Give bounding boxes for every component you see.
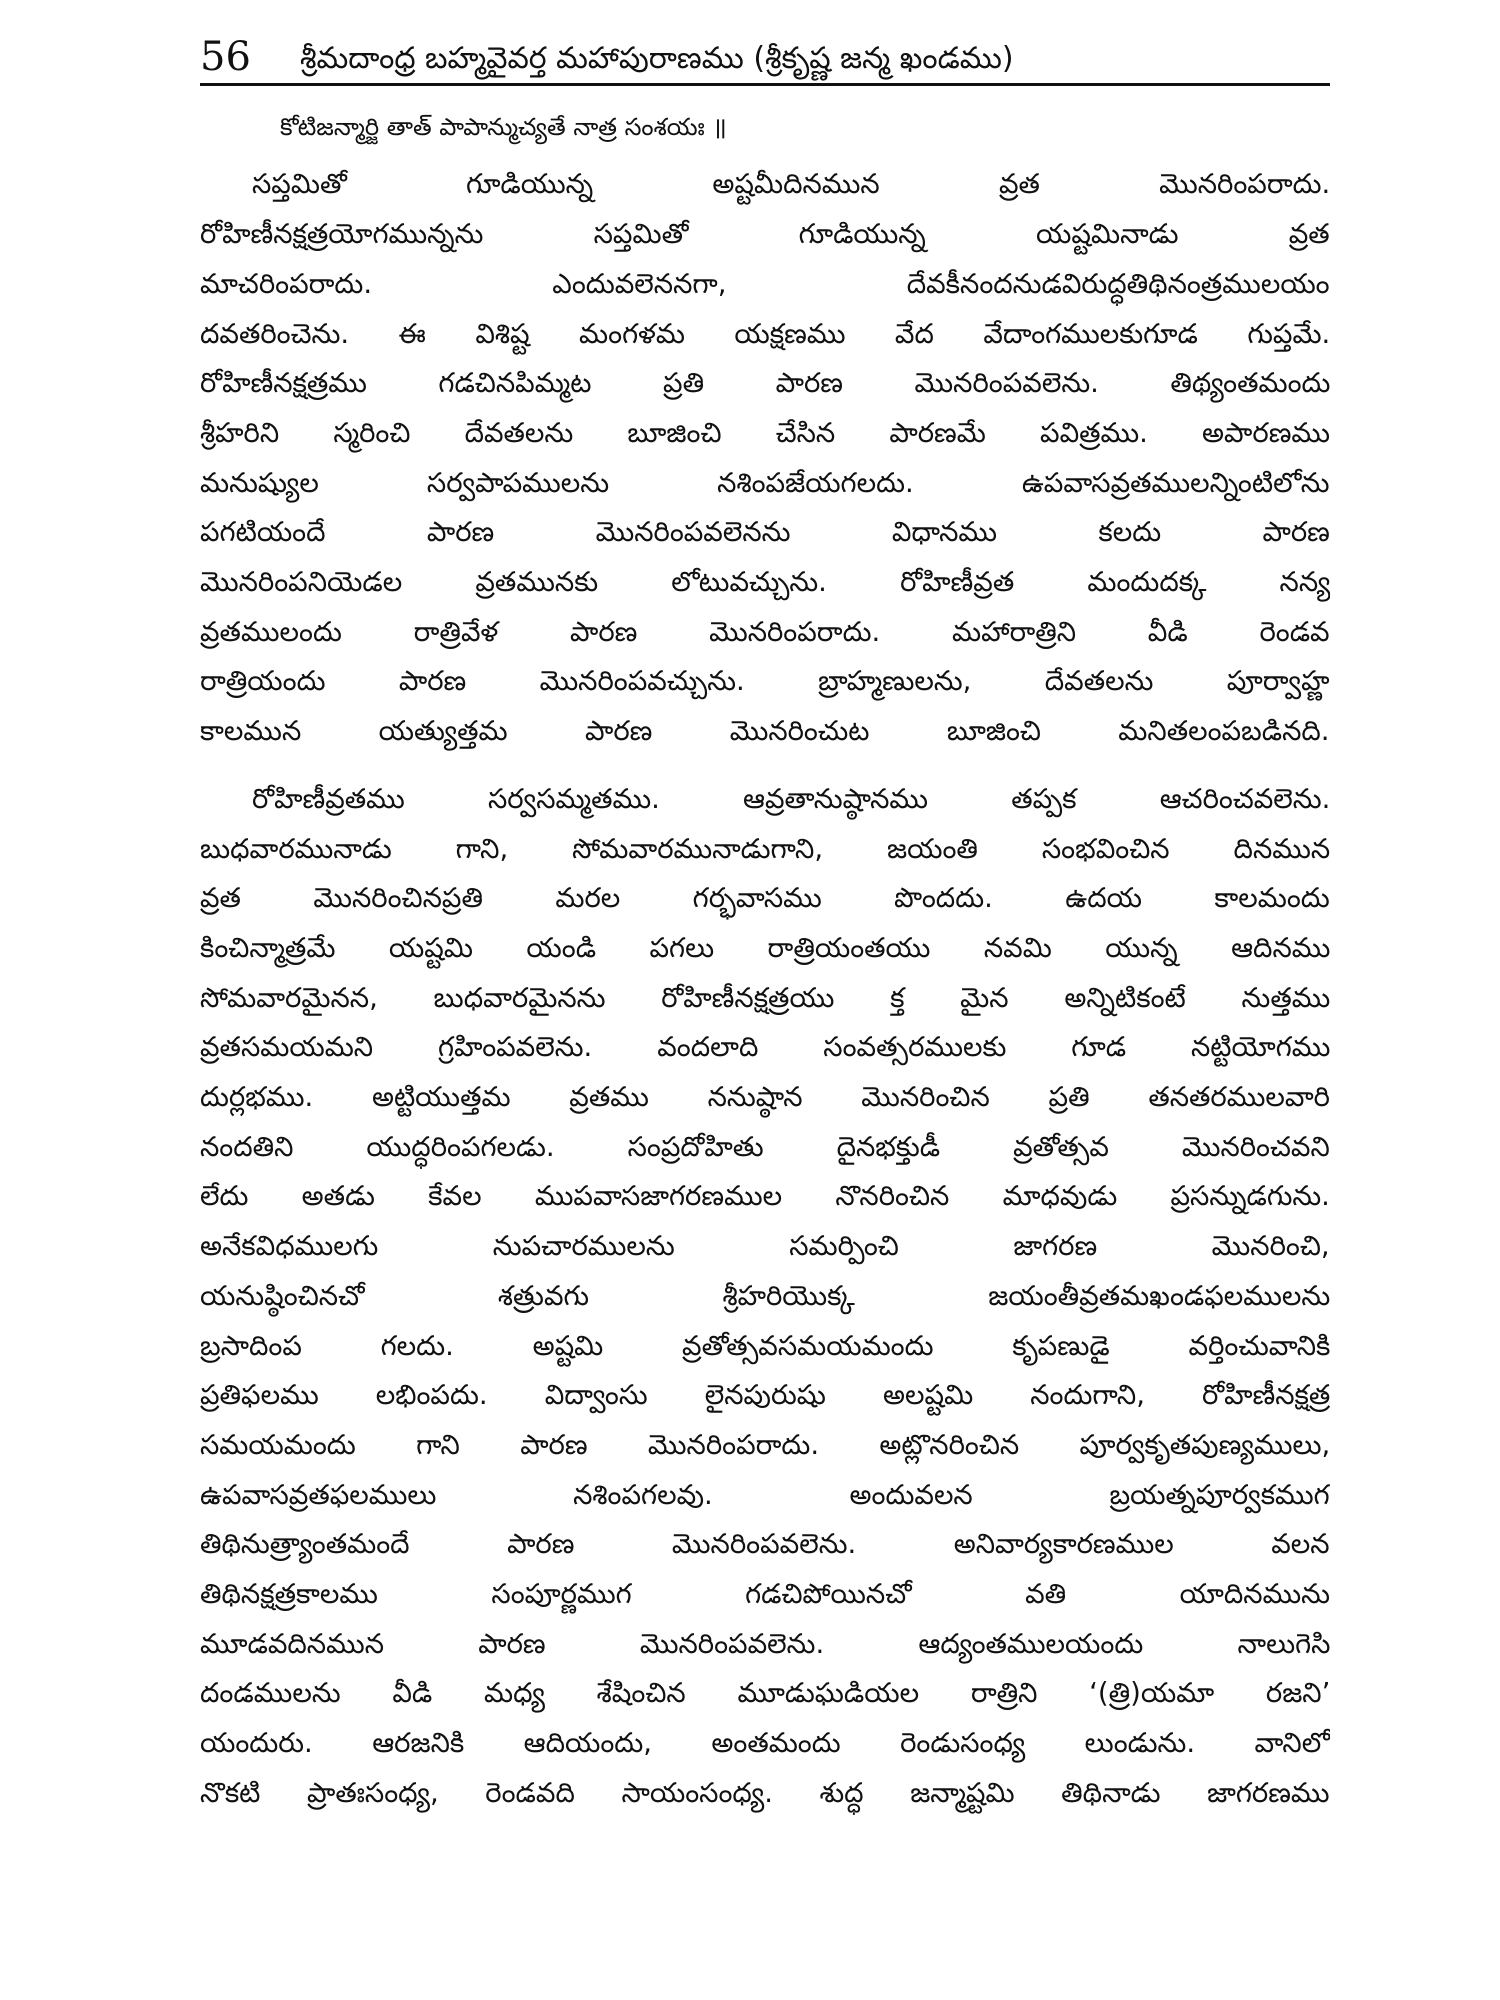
text-line: ప్రతిఫలము లభింపదు. విద్వాంసు లైనపురుషు అలష్టమి నందుగాని, రోహిణీనక్షత్ర [200,1379,1330,1412]
text-line: మూడవదినమున పారణ మొనరింపవలెను. ఆద్యంతములయందు నాలుగెసి [200,1627,1330,1660]
text-line: శ్రీహరిని స్మరించి దేవతలను బూజించి చేసిన పారణమే పవిత్రము. అపారణము [200,416,1330,449]
text-line: వ్రతసమయమని గ్రహింపవలెను. వందలాది సంవత్సరములకు గూడ నట్టియోగము [200,1031,1330,1064]
text-line: వ్రత మొనరించినప్రతి మరల గర్భవాసము పొందదు. ఉదయ కాలమందు [200,882,1330,915]
text-line: బ్రసాదింప గలదు. అష్టమి వ్రతోత్సవసమయమందు కృపణుడై వర్తించువానికి [200,1329,1330,1362]
text-line: పగటియందే పారణ మొనరింపవలెనను విధానము కలదు పారణ [200,516,1330,549]
page-header [200,25,1330,86]
text-line: సమయమందు గాని పారణ మొనరింపరాదు. అట్లొనరించిన పూర్వకృతపుణ్యములు, [200,1428,1330,1461]
text-line: దండములను వీడి మధ్య శేషించిన మూడుఘడియల రాత్రిని ‘(త్రి)యమా రజని’ [200,1677,1330,1710]
text-line: తిథినుత్ర్యాంతమందే పారణ మొనరింపవలెను. అనివార్యకారణముల వలన [200,1528,1330,1561]
text-line: నొకటి ప్రాతఃసంధ్య, రెండవది సాయంసంధ్య. శుద్ధ జన్మాష్టమి తిథినాడు జాగరణము [200,1776,1330,1809]
text-line: లేదు అతడు కేవల ముపవాసజాగరణముల నొనరించిన మాధవుడు ప్రసన్నుడగును. [200,1180,1330,1213]
text-line: రోహిణీవ్రతము సర్వసమ్మతము. ఆవ్రతానుష్ఠానము తప్పక ఆచరించవలెను. [252,782,1330,815]
text-line: తిథినక్షత్రకాలము సంపూర్ణముగ గడచిపోయినచో వతి యాదినమును [200,1578,1330,1611]
text-line: సప్తమితో గూడియున్న అష్టమీదినమున వ్రత మొనరింపరాదు. [252,168,1330,201]
body-text [200,160,1330,1818]
text-line: కించిన్మాత్రమే యష్టమి యండి పగలు రాత్రియంతయు నవమి యున్న ఆదినము [200,931,1330,964]
paragraph [200,160,1330,756]
text-line: రోహిణీనక్షత్రయోగమున్నను సప్తమితో గూడియున్న యష్టమినాడు వ్రత [200,218,1330,251]
text-line: మాచరింపరాదు. ఎందువలెననగా, దేవకీనందనుడవిరుద్ధతిథినంత్రములయం [200,267,1330,300]
text-line: అనేకవిధములగు నుపచారములను సమర్పించి జాగరణ మొనరించి, [200,1230,1330,1263]
text-line: దవతరించెను. ఈ విశిష్ట మంగళమ యక్షణము వేద వేదాంగములకుగూడ గుప్తమే. [200,317,1330,350]
text-line: రాత్రియందు పారణ మొనరింపవచ్చును. బ్రాహ్మణులను, దేవతలను పూర్వాహ్ణ [200,665,1330,698]
paragraph [200,775,1330,1819]
text-line: మనుష్యుల సర్వపాపములను నశింపజేయగలదు. ఉపవాసవ్రతములన్నింటిలోను [200,466,1330,499]
text-line: మొనరింపనియెడల వ్రతమునకు లోటువచ్చును. రోహిణీవ్రత మందుదక్క నన్య [200,566,1330,599]
text-line: రోహిణీనక్షత్రము గడచినపిమ్మట ప్రతి పారణ మొనరింపవలెను. తిథ్యంతమందు [200,367,1330,400]
text-line: బుధవారమునాడు గాని, సోమవారమునాడుగాని, జయంతి సంభవించిన దినమున [200,832,1330,865]
text-line: యనుష్ఠించినచో శత్రువగు శ్రీహరియొక్క జయంతీవ్రతమఖండఫలములను [200,1279,1330,1312]
text-line: ఉపవాసవ్రతఫలములు నశింపగలవు. అందువలన బ్రయత్నపూర్వకముగ [200,1478,1330,1511]
book-page [200,25,1330,1975]
text-line: కాలమున యత్యుత్తమ పారణ మొనరించుట బూజించి మనితలంపబడినది. [200,715,1330,748]
text-line: నందతిని యుద్ధరింపగలడు. సంప్రదోహితు దైనభక్తుడీ వ్రతోత్సవ మొనరించవని [200,1130,1330,1163]
text-line: సోమవారమైనన, బుధవారమైనను రోహిణీనక్షత్రయు క్త మైన అన్నిటికంటే నుత్తము [200,981,1330,1014]
text-line: వ్రతములందు రాత్రివేళ పారణ మొనరింపరాదు. మహారాత్రిని వీడి రెండవ [200,615,1330,648]
running-title: శ్రీమదాంధ్ర బహ్మవైవర్త మహాపురాణము (శ్రీకృష్ణ జన్మ ఖండము) [300,41,1014,76]
shloka-line: కోటిజన్మార్జి తాత్ పాపాన్ముచ్యతే నాత్ర సంశయః ॥ [280,113,727,141]
page-number: 56 [200,34,251,80]
text-line: దుర్లభము. అట్టియుత్తమ వ్రతము ననుష్ఠాన మొనరించిన ప్రతి తనతరములవారి [200,1081,1330,1114]
text-line: యందురు. ఆరజనికి ఆదియందు, అంతమందు రెండుసంధ్య లుండును. వానిలో [200,1727,1330,1760]
